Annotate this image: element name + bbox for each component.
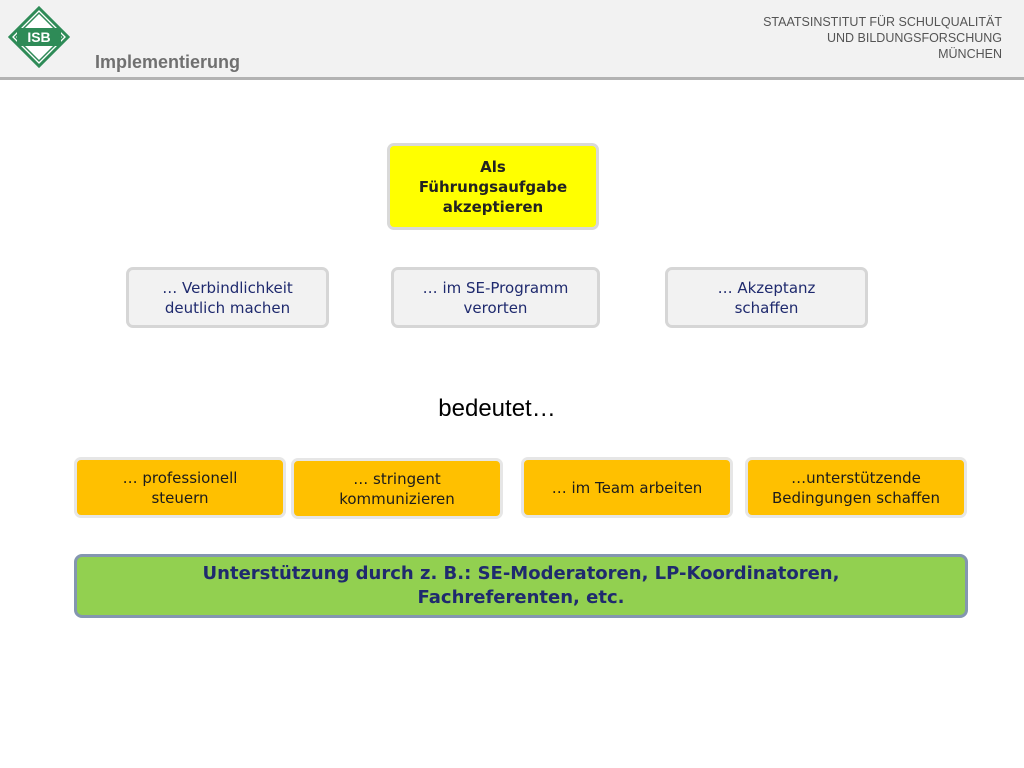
box-text-line: … im Team arbeiten xyxy=(551,478,703,497)
isb-logo xyxy=(8,6,70,68)
box-text-line: akzeptieren xyxy=(442,197,544,216)
page-title: Implementierung xyxy=(95,52,241,72)
support-box xyxy=(74,554,968,618)
box-text-line: Führungsaufgabe xyxy=(418,177,568,196)
action-box-team xyxy=(521,457,733,518)
connector-text: bedeutet… xyxy=(438,395,556,422)
box-text-line: … stringent xyxy=(353,469,441,488)
box-text-line: Fachreferenten, etc. xyxy=(417,587,625,608)
box-text-line: schaffen xyxy=(734,298,799,317)
aspect-box-akzeptanz xyxy=(665,267,868,328)
action-box-steuern xyxy=(74,457,286,518)
box-text-line: kommunizieren xyxy=(339,489,455,508)
box-text-line: … professionell xyxy=(122,468,238,487)
box-text-line: Unterstützung durch z. B.: SE-Moderatoren, LP-Koordinatoren, xyxy=(202,563,840,584)
institute-line: STAATSINSTITUT FÜR SCHULQUALITÄT xyxy=(763,15,1002,29)
action-box-bedingungen xyxy=(745,457,967,518)
aspect-box-verbindlichkeit xyxy=(126,267,329,328)
action-box-kommunizieren xyxy=(291,458,503,519)
box-text-line: verorten xyxy=(463,298,528,317)
box-text-line: … Akzeptanz xyxy=(717,278,816,297)
institute-line: MÜNCHEN xyxy=(938,47,1002,61)
box-text-line: …unterstützende xyxy=(791,468,921,487)
aspect-box-se-programm xyxy=(391,267,600,328)
institute-name xyxy=(763,14,1002,62)
institute-line: UND BILDUNGSFORSCHUNG xyxy=(826,31,1002,45)
box-text-line: … im SE-Programm xyxy=(422,278,569,297)
box-text-line: … Verbindlichkeit xyxy=(162,278,293,297)
box-text-line: Als xyxy=(480,157,506,176)
header-divider xyxy=(0,77,1024,80)
leadership-task-box xyxy=(387,143,599,230)
box-text-line: steuern xyxy=(151,488,209,507)
box-text-line: deutlich machen xyxy=(164,298,291,317)
logo-text: ISB xyxy=(27,29,51,45)
box-text-line: Bedingungen schaffen xyxy=(771,488,941,507)
